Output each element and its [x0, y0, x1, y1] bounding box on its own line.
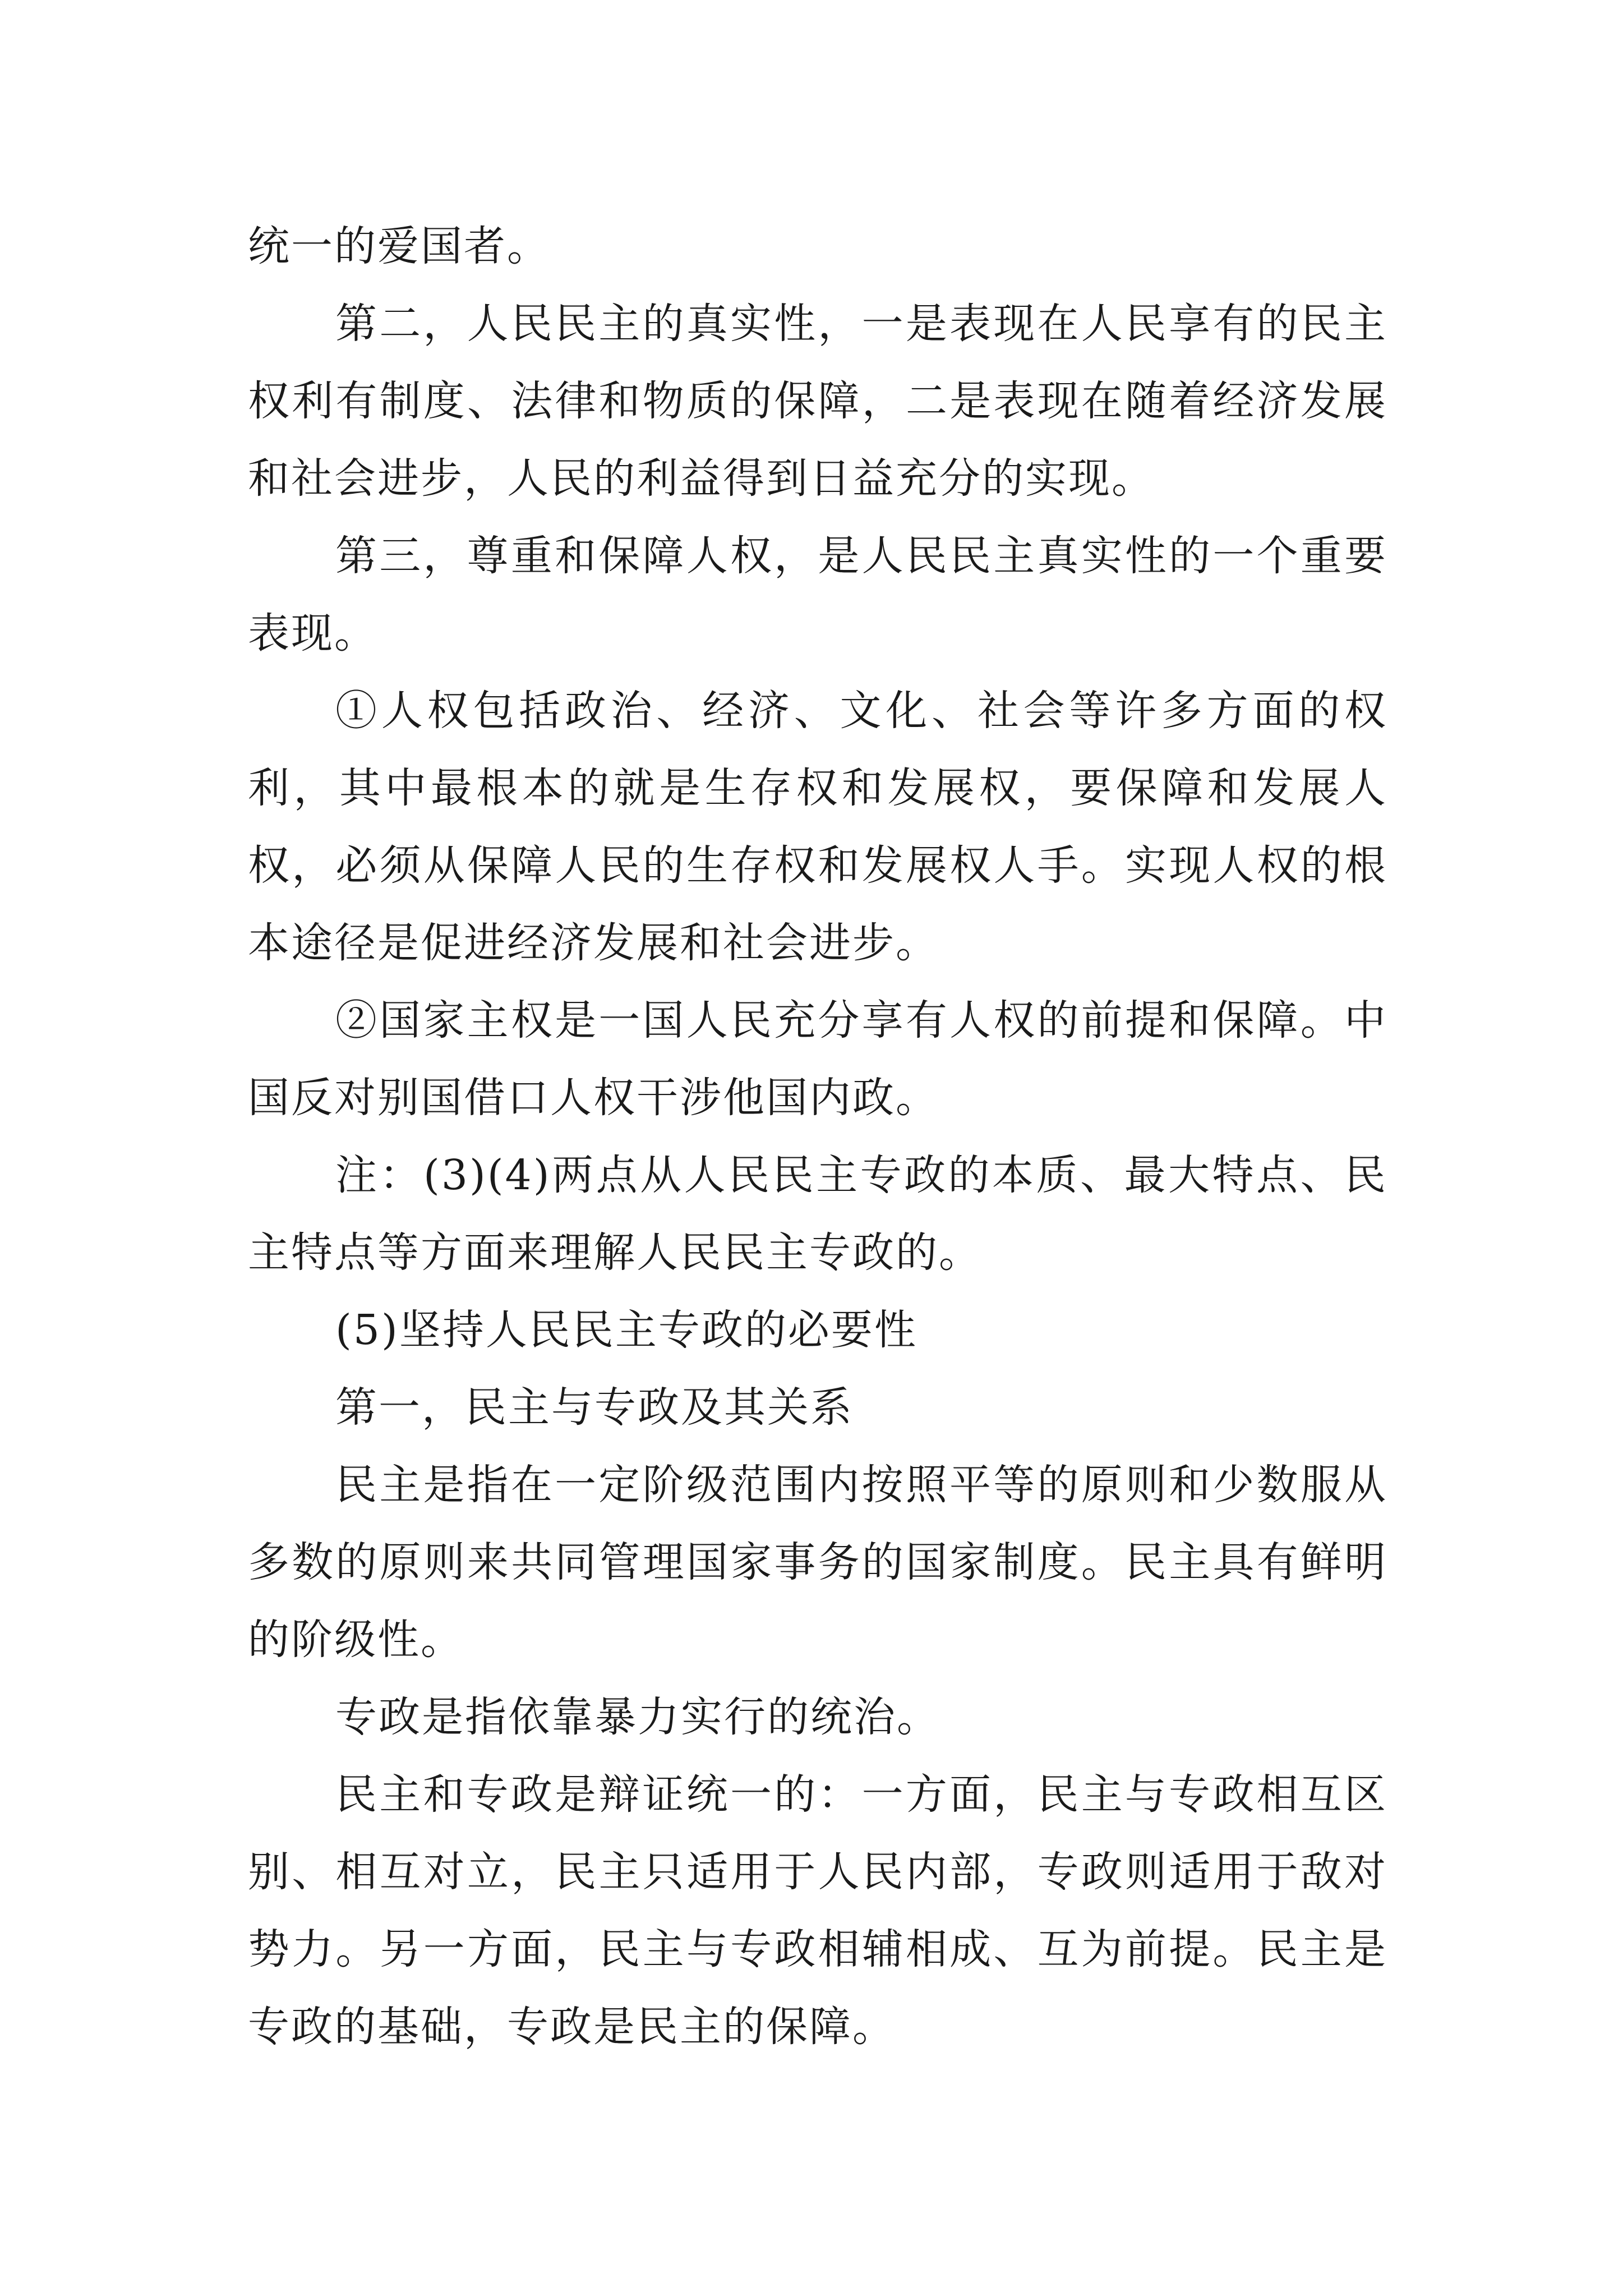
paragraph-2: 第二，人民民主的真实性，一是表现在人民享有的民主权利有制度、法律和物质的保障，二是表现在随着经济发展和社会进步，人民的利益得到日益充分的实现。	[248, 300, 1387, 503]
paragraph-3: 第三，尊重和保障人权，是人民民主真实性的一个重要表现。	[248, 532, 1387, 657]
paragraph-6: 注：(3)(4)两点从人民民主专政的本质、最大特点、民主特点等方面来理解人民民主专政的。	[248, 1151, 1387, 1277]
paragraph-5: ②国家主权是一国人民充分享有人权的前提和保障。中国反对别国借口人权干涉他国内政。	[248, 996, 1387, 1122]
paragraph-7: (5)坚持人民民主专政的必要性	[335, 1306, 917, 1354]
paragraph-1: 统一的爱国者。	[248, 222, 550, 270]
paragraph-4: ①人权包括政治、经济、文化、社会等许多方面的权利，其中最根本的就是生存权和发展权，要保障和发展人权，必须从保障人民的生存权和发展权人手。实现人权的根本途径是促进经济发展和社会进步。	[248, 687, 1387, 967]
document-body	[248, 208, 1387, 2065]
paragraph-9: 民主是指在一定阶级范围内按照平等的原则和少数服从多数的原则来共同管理国家事务的国家制度。民主具有鲜明的阶级性。	[248, 1461, 1387, 1664]
paragraph-8: 第一，民主与专政及其关系	[335, 1383, 854, 1432]
paragraph-11: 民主和专政是辩证统一的：一方面，民主与专政相互区别、相互对立，民主只适用于人民内部，专政则适用于敌对势力。另一方面，民主与专政相辅相成、互为前提。民主是专政的基础，专政是民主的保障。	[248, 1770, 1387, 2051]
paragraph-10: 专政是指依靠暴力实行的统治。	[335, 1693, 940, 1741]
